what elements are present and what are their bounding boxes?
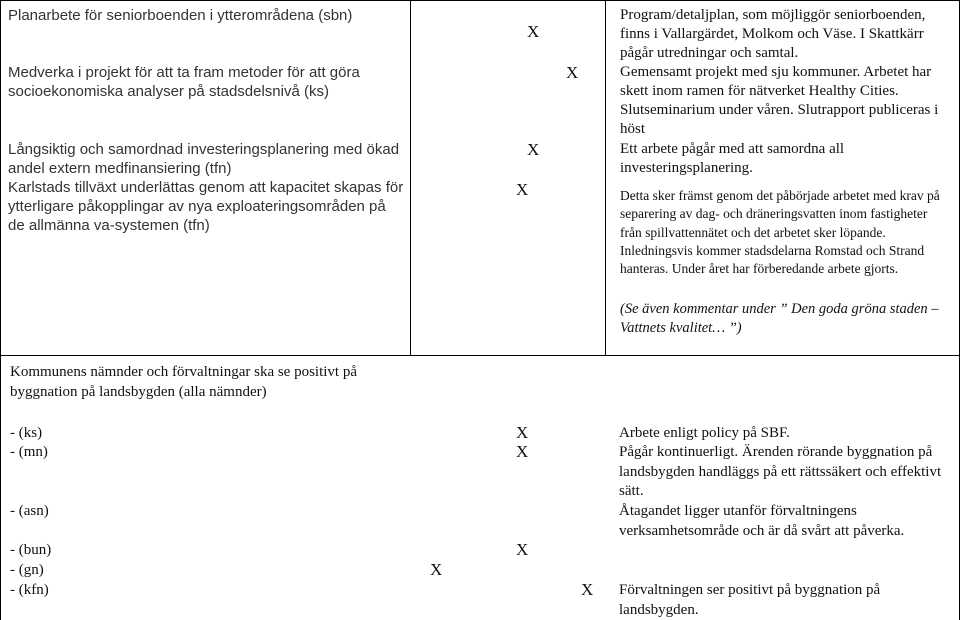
table-divider-section (0, 355, 960, 356)
status-mark: X (527, 22, 540, 41)
committee-label: - (bun) (10, 542, 52, 558)
goal-text: Långsiktig och samordnad investeringsplanering med ökad andel extern medfinansiering (tfn) (8, 141, 400, 177)
status-mark: X (516, 442, 529, 461)
status-mark: X (516, 180, 529, 199)
committee-label: - (asn) (10, 503, 49, 519)
status-mark: X (516, 540, 529, 559)
committee-label: - (gn) (10, 562, 44, 578)
cross-reference-note: (Se även kommentar under ” Den goda gröna staden – Vattnets kvalitet… ”) (620, 301, 939, 336)
table-border-top (0, 0, 960, 1)
status-mark: X (516, 423, 529, 442)
column-divider-goal (410, 0, 411, 356)
comment-text: Förvaltningen ser positivt på byggnation på landsbygden. (619, 582, 881, 618)
status-mark: X (527, 140, 540, 159)
comment-text: Program/detaljplan, som möjliggör seniorboenden, finns i Vallargärdet, Molkom och Väse. I Skattkärr pågår utredningar och samtal. (620, 7, 926, 61)
comment-text: Arbete enligt policy på SBF. (619, 425, 790, 441)
status-mark: X (581, 580, 594, 599)
comment-text: Gemensamt projekt med sju kommuner. Arbetet har skett inom ramen för nätverket Healthy Cities. Slutseminarium under våren. Slutrapport publiceras i höst (620, 64, 939, 137)
comment-text: Detta sker främst genom det påbörjade arbetet med krav på separering av dag- och dräneringsvatten inom fastigheter från spillvattennätet och det arbetet sker löpande. Inledningsvis kommer stadsdelarna Romstad och Strand hanteras. Under året har förberedande arbete gjorts. (620, 188, 940, 277)
committee-label: - (mn) (10, 444, 48, 460)
table-border-left (0, 0, 1, 620)
committee-label: - (kfn) (10, 582, 49, 598)
goal-text: Karlstads tillväxt underlättas genom att kapacitet skapas för ytterligare påkopplingar av nya exploateringsområden på de allmänna va-systemen (tfn) (8, 179, 404, 234)
comment-text: Ett arbete pågår med att samordna all investeringsplanering. (620, 141, 845, 176)
comment-text: Åtagandet ligger utanför förvaltningens verksamhetsområde och är då svårt att påverka. (619, 503, 905, 539)
status-mark: X (430, 560, 443, 579)
column-divider-status (605, 0, 606, 356)
section-heading: Kommunens nämnder och förvaltningar ska se positivt på byggnation på landsbygden (alla nämnder) (10, 364, 358, 400)
comment-text: Pågår kontinuerligt. Ärenden rörande byggnation på landsbygden handläggs på ett rättssäkert och effektivt sätt. (619, 444, 942, 499)
goal-text: Planarbete för seniorboenden i ytterområdena (sbn) (8, 7, 353, 24)
status-mark: X (566, 63, 579, 82)
goal-text: Medverka i projekt för att ta fram metoder för att göra socioekonomiska analyser på stadsdelsnivå (ks) (8, 64, 360, 100)
committee-label: - (ks) (10, 425, 43, 441)
